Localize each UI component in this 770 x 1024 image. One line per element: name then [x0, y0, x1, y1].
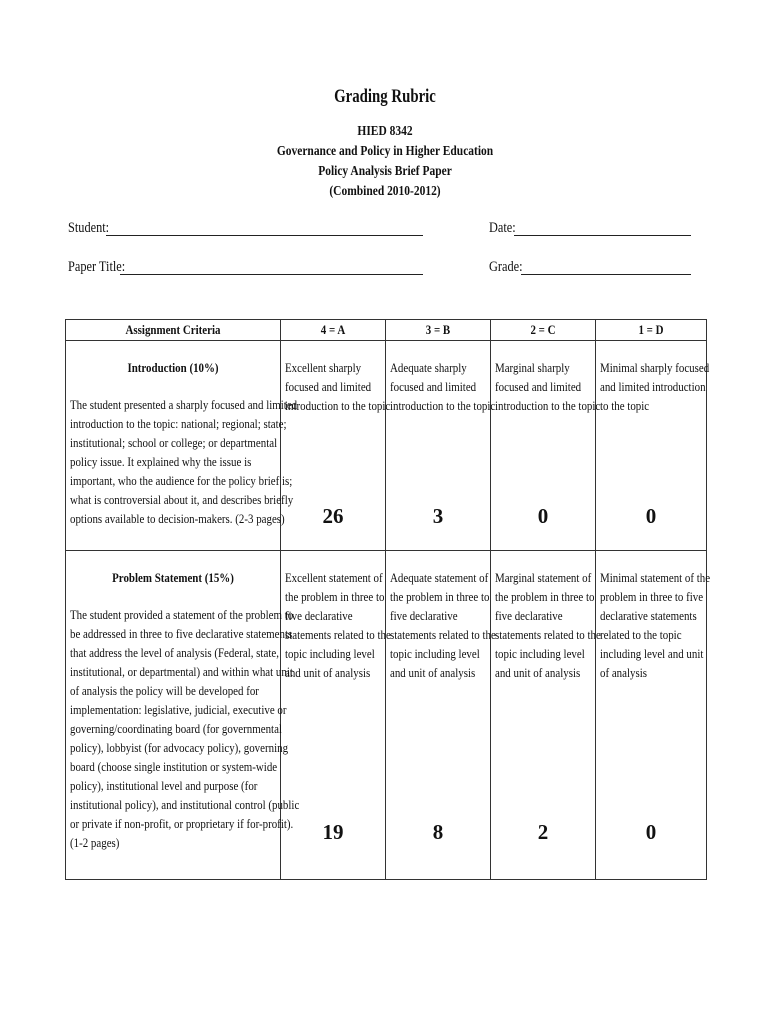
- criteria-title: Introduction (10%): [127, 360, 219, 375]
- level-b-cell: [386, 551, 496, 880]
- score-count: 26: [322, 504, 344, 528]
- date-line[interactable]: [514, 235, 691, 236]
- document-title: Grading Rubric: [334, 86, 436, 107]
- course-heading: [0, 122, 770, 202]
- level-description: Adequate statement of the problem in three to five declarative statements related to the topic including level and unit of analysis: [390, 570, 496, 680]
- score-count: 0: [645, 504, 657, 528]
- level-c-cell: [491, 551, 601, 880]
- level-d-cell: [596, 341, 710, 551]
- score-count: 0: [537, 504, 549, 528]
- paper-years: (Combined 2010-2012): [329, 184, 441, 199]
- paper-title-label: Paper Title:: [68, 259, 126, 275]
- criteria-title: Problem Statement (15%): [112, 570, 234, 585]
- table-row: [66, 551, 707, 880]
- header-criteria: Assignment Criteria: [66, 320, 281, 341]
- criteria-cell: [66, 551, 300, 880]
- level-a-cell: [281, 341, 391, 551]
- level-description: Minimal statement of the problem in three to five declarative statements related to the topic including level and unit of analysis: [600, 570, 711, 680]
- level-b-cell: [386, 341, 496, 551]
- level-description: Minimal sharply focused and limited introduction to the topic: [600, 360, 710, 413]
- score-count: 2: [537, 820, 549, 844]
- level-d-cell: [596, 551, 711, 880]
- grade-label: Grade:: [489, 259, 523, 275]
- criteria-description: The student presented a sharply focused and limited introduction to the topic: national; regional; state; institutional; school or college; or departmental policy issue. It explained why the issue is important, who the audience for the policy brief is; what is controversial about it, and describes briefly options available to decision-makers. (2-3 pages): [70, 397, 298, 526]
- paper-name: Policy Analysis Brief Paper: [318, 164, 452, 179]
- score-count: 3: [432, 504, 444, 528]
- course-code: HIED 8342: [357, 124, 413, 139]
- header-row: [66, 320, 707, 341]
- level-description: Excellent statement of the problem in three to five declarative statements related to the topic including level and unit of analysis: [285, 570, 391, 680]
- table-row: [66, 341, 707, 551]
- course-name: Governance and Policy in Higher Education: [276, 144, 494, 159]
- student-line[interactable]: [106, 235, 423, 236]
- header-level-d: 1 = D: [596, 320, 707, 341]
- level-description: Adequate sharply focused and limited introduction to the topic: [390, 360, 496, 413]
- score-count: 8: [432, 820, 444, 844]
- header-level-c: 2 = C: [491, 320, 596, 341]
- criteria-description: The student provided a statement of the problem to be addressed in three to five declarative statements that address the level of analysis (Federal, state, institutional, or departmental) and within what unit of analysis the policy will be developed for implementation: legislative, judicial, executive or governing/coordinating board (for governmental policy), lobbyist (for advocacy policy), governing board (choose single institution or system-wide policy), institutional level and purpose (for institutional policy), and institutional control (public or private if non-profit, or proprietary if for-profit). (1-2 pages): [70, 607, 300, 850]
- score-count: 19: [322, 820, 344, 844]
- header-level-b: 3 = B: [386, 320, 491, 341]
- criteria-cell: [66, 341, 298, 551]
- rubric-table: [65, 319, 711, 880]
- header-level-a: 4 = A: [281, 320, 386, 341]
- date-label: Date:: [489, 220, 516, 236]
- level-description: Marginal sharply focused and limited introduction to the topic: [495, 360, 601, 413]
- student-label: Student:: [68, 220, 110, 236]
- paper-title-line[interactable]: [120, 274, 423, 275]
- level-description: Excellent sharply focused and limited introduction to the topic: [285, 360, 391, 413]
- grade-line[interactable]: [521, 274, 691, 275]
- level-c-cell: [491, 341, 601, 551]
- level-a-cell: [281, 551, 391, 880]
- score-count: 0: [645, 820, 657, 844]
- level-description: Marginal statement of the problem in three to five declarative statements related to the topic including level and unit of analysis: [495, 570, 601, 680]
